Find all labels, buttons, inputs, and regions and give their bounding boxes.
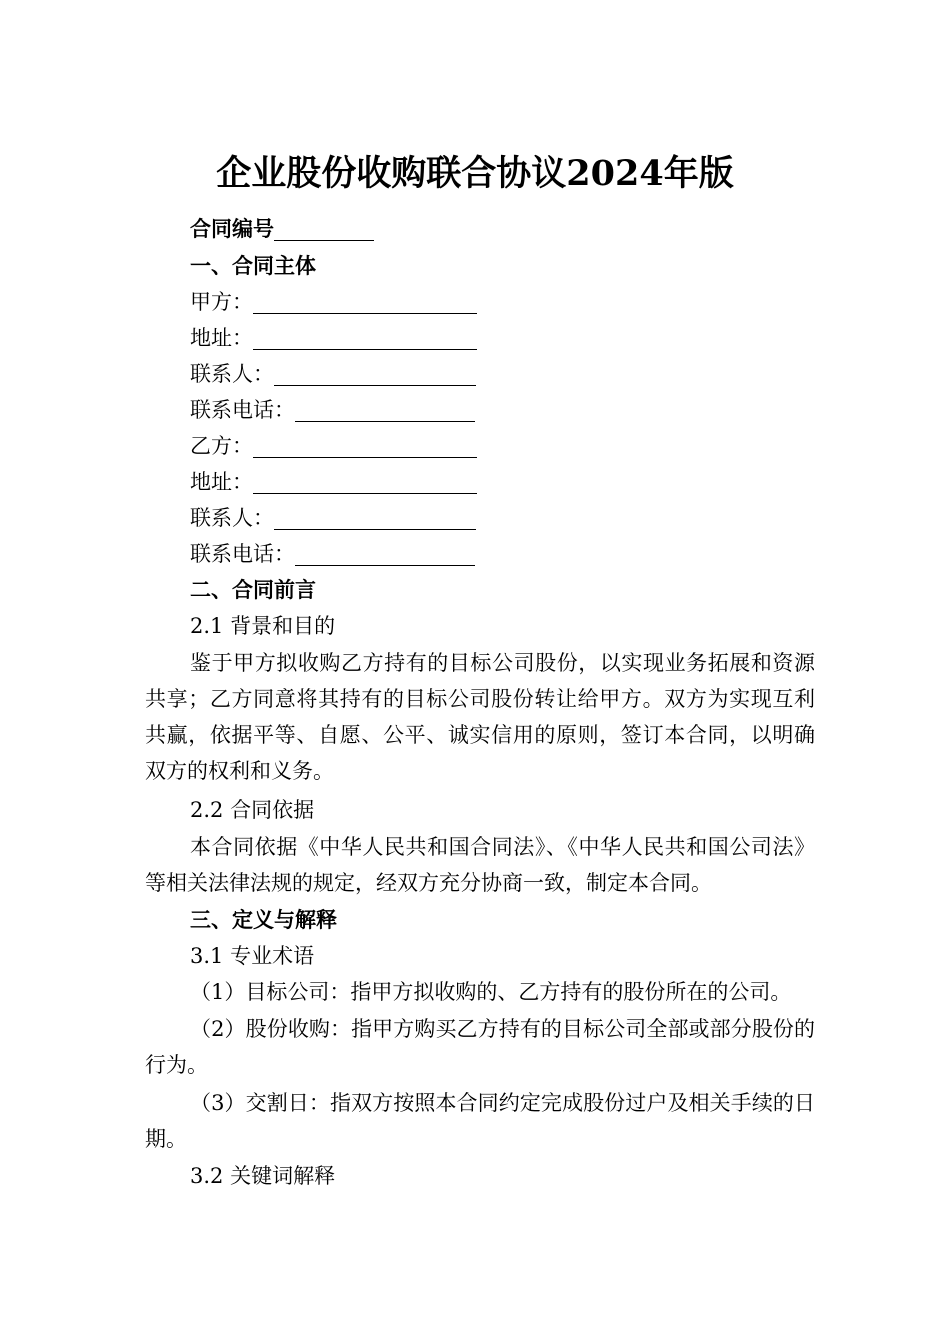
subsection-2-2-paragraph: 本合同依据《中华人民共和国合同法》、《中华人民共和国公司法》等相关法律法规的规定，经双方充分协商一致，制定本合同。 <box>145 835 815 895</box>
subsection-2-1-heading: 2.1 背景和目的 <box>190 614 336 638</box>
party-a-blank <box>253 289 477 314</box>
party-b-blank <box>253 433 477 458</box>
contract-number-label: 合同编号 <box>190 216 274 241</box>
term-2: （2）股份收购：指甲方购买乙方持有的目标公司全部或部分股份的行为。 <box>145 1017 815 1077</box>
document-title: 企业股份收购联合协议2024年版 <box>216 153 734 194</box>
phone-b-blank <box>295 541 475 566</box>
phone-b-row <box>190 539 475 569</box>
contact-b-row <box>190 503 476 533</box>
term-1: （1）目标公司：指甲方拟收购的、乙方持有的股份所在的公司。 <box>190 980 792 1004</box>
phone-a-row <box>190 395 475 425</box>
address-a-blank <box>253 325 477 350</box>
phone-a-blank <box>295 397 475 422</box>
subsection-2-2-heading: 2.2 合同依据 <box>190 798 315 822</box>
phone-b-label: 联系电话： <box>190 542 295 566</box>
contract-number-blank <box>274 216 374 241</box>
party-a-row <box>190 287 477 317</box>
contact-a-row <box>190 359 476 389</box>
section-heading-3: 三、定义与解释 <box>190 907 337 932</box>
contact-a-blank <box>274 361 476 386</box>
subsection-3-1-heading: 3.1 专业术语 <box>190 944 315 968</box>
address-a-row <box>190 323 477 353</box>
subsection-3-2-heading: 3.2 关键词解释 <box>190 1164 336 1188</box>
contact-b-label: 联系人： <box>190 506 274 530</box>
contact-a-label: 联系人： <box>190 362 274 386</box>
party-b-label: 乙方： <box>190 434 253 458</box>
section-heading-1: 一、合同主体 <box>190 253 316 278</box>
party-b-row <box>190 431 477 461</box>
phone-a-label: 联系电话： <box>190 398 295 422</box>
contract-number-row <box>190 214 374 244</box>
section-heading-2: 二、合同前言 <box>190 577 316 602</box>
address-b-label: 地址： <box>190 470 253 494</box>
subsection-2-1-paragraph: 鉴于甲方拟收购乙方持有的目标公司股份，以实现业务拓展和资源共享；乙方同意将其持有的目标公司股份转让给甲方。双方为实现互利共赢，依据平等、自愿、公平、诚实信用的原则，签订本合同，以明确双方的权利和义务。 <box>145 651 815 783</box>
address-b-blank <box>253 469 477 494</box>
term-3: （3）交割日：指双方按照本合同约定完成股份过户及相关手续的日期。 <box>145 1091 815 1151</box>
address-a-label: 地址： <box>190 326 253 350</box>
contact-b-blank <box>274 505 476 530</box>
party-a-label: 甲方： <box>190 290 253 314</box>
address-b-row <box>190 467 477 497</box>
